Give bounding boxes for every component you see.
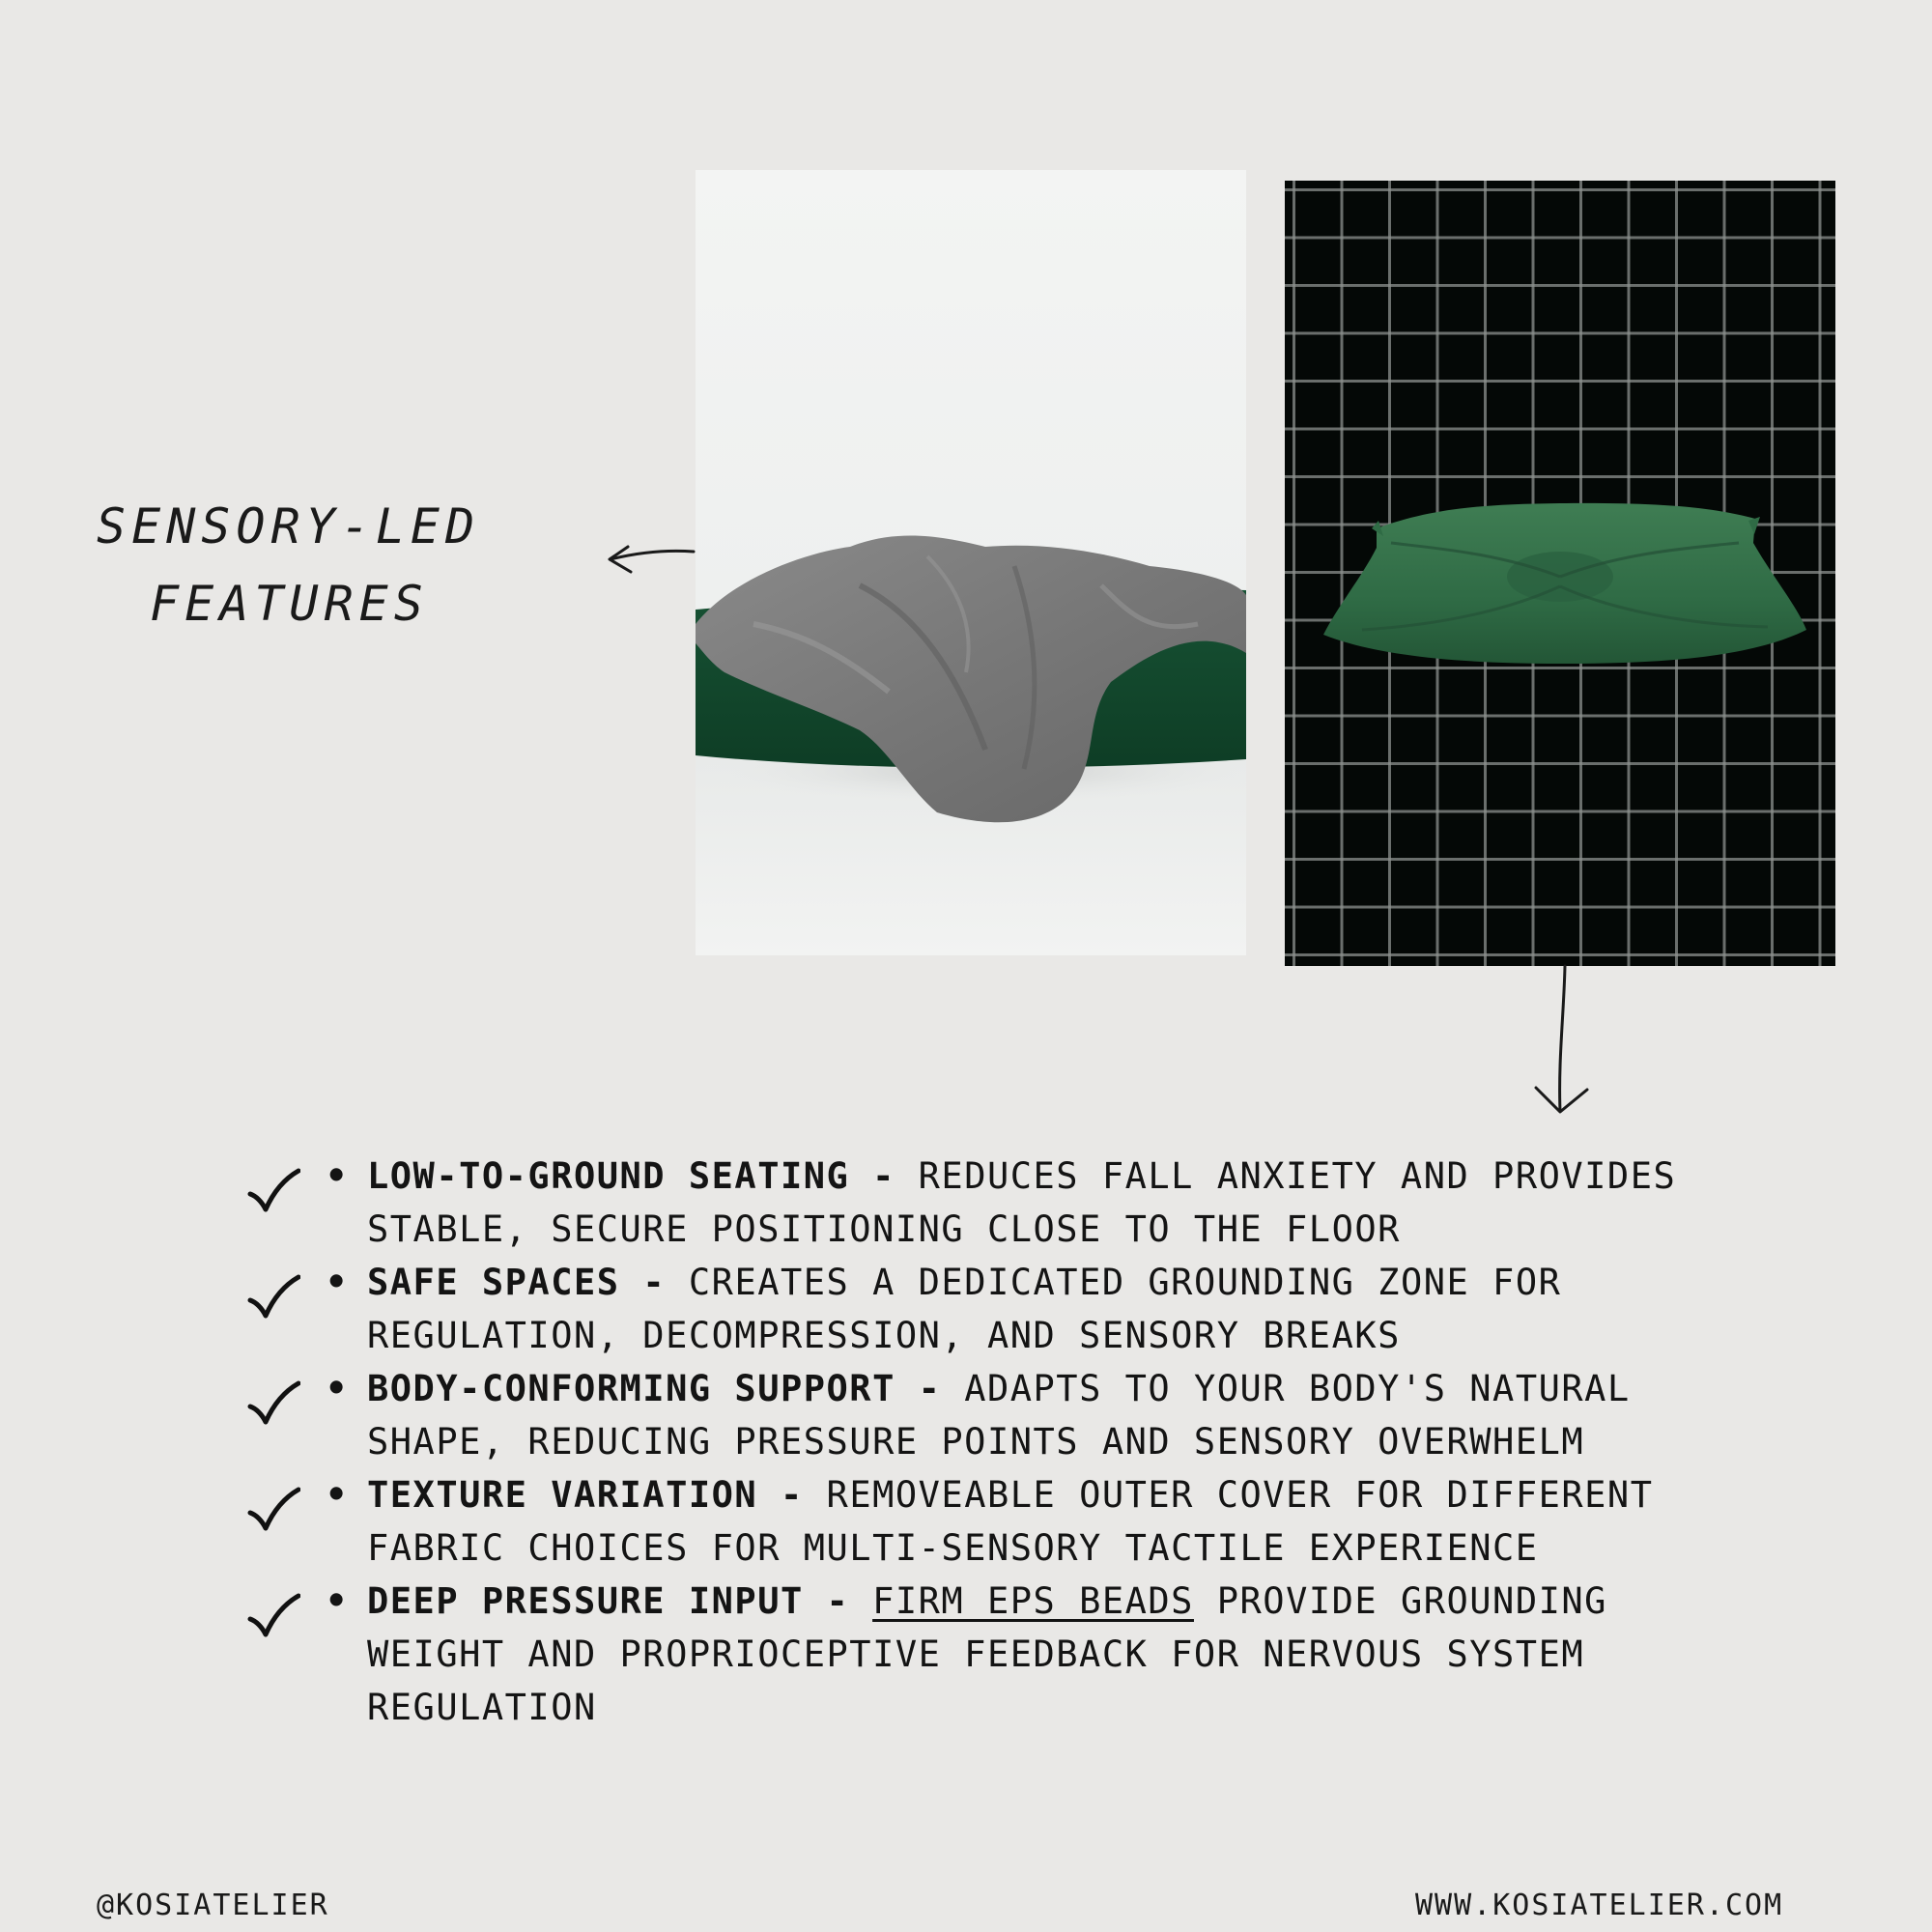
checkmark-icon bbox=[246, 1592, 300, 1638]
section-heading bbox=[97, 488, 551, 642]
feature-dash: - bbox=[872, 1155, 895, 1197]
arrow-down-icon bbox=[1521, 964, 1589, 1119]
feature-dash: - bbox=[642, 1262, 667, 1303]
bullet: • bbox=[326, 1155, 349, 1197]
blanket-cushion-photo bbox=[696, 170, 1246, 955]
bullet: • bbox=[326, 1368, 349, 1409]
feature-item bbox=[246, 1256, 1753, 1362]
checkmark-icon bbox=[246, 1486, 300, 1532]
social-handle: @KOSIATELIER bbox=[97, 1889, 329, 1922]
feature-dash: - bbox=[918, 1368, 942, 1409]
green-cushion-grid-photo bbox=[1285, 181, 1835, 966]
feature-list bbox=[246, 1150, 1753, 1734]
heading-line-2: FEATURES bbox=[150, 576, 429, 632]
feature-item bbox=[246, 1468, 1753, 1575]
feature-dash: - bbox=[826, 1580, 850, 1622]
checkmark-icon bbox=[246, 1167, 300, 1213]
website-link[interactable]: WWW.KOSIATELIER.COM bbox=[1415, 1889, 1784, 1922]
feature-title: BODY-CONFORMING SUPPORT bbox=[367, 1368, 895, 1409]
feature-item bbox=[246, 1575, 1753, 1734]
feature-description: REDUCES FALL ANXIETY AND PROVIDES STABLE, SECURE POSITIONING CLOSE TO THE FLOOR bbox=[367, 1155, 1677, 1250]
feature-description: CREATES A DEDICATED GROUNDING ZONE FOR REGULATION, DECOMPRESSION, AND SENSORY BREAKS bbox=[367, 1262, 1562, 1356]
feature-description: REMOVEABLE OUTER COVER FOR DIFFERENT FABRIC CHOICES FOR MULTI-SENSORY TACTILE EXPERIENCE bbox=[367, 1474, 1654, 1569]
feature-title: TEXTURE VARIATION bbox=[367, 1474, 758, 1516]
bullet: • bbox=[326, 1474, 349, 1516]
feature-title: DEEP PRESSURE INPUT bbox=[367, 1580, 804, 1622]
checkmark-icon bbox=[246, 1379, 300, 1426]
bullet: • bbox=[326, 1580, 349, 1622]
checkmark-icon bbox=[246, 1273, 300, 1320]
feature-dash: - bbox=[780, 1474, 804, 1516]
feature-description: ADAPTS TO YOUR BODY'S NATURAL SHAPE, REDUCING PRESSURE POINTS AND SENSORY OVERWHELM bbox=[367, 1368, 1631, 1463]
bullet: • bbox=[326, 1262, 349, 1303]
feature-item bbox=[246, 1362, 1753, 1468]
feature-description: PROVIDE GROUNDING WEIGHT AND PROPRIOCEPTIVE FEEDBACK FOR NERVOUS SYSTEM REGULATION bbox=[367, 1580, 1607, 1728]
feature-title: SAFE SPACES bbox=[367, 1262, 620, 1303]
firm-eps-beads-link[interactable]: FIRM EPS BEADS bbox=[872, 1580, 1194, 1622]
arrow-left-icon bbox=[599, 541, 696, 580]
feature-item bbox=[246, 1150, 1753, 1256]
heading-line-1: SENSORY-LED bbox=[97, 498, 481, 554]
feature-title: LOW-TO-GROUND SEATING bbox=[367, 1155, 850, 1197]
